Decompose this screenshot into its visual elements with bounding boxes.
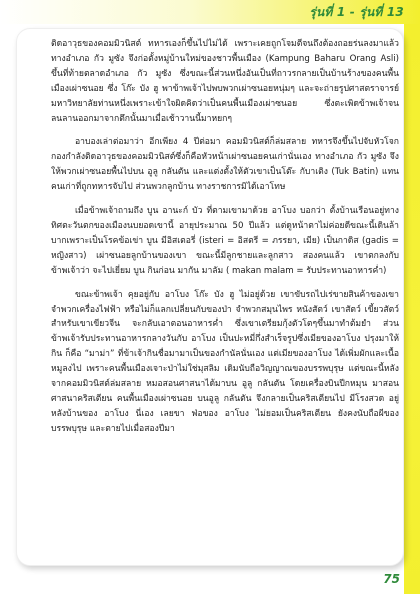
- paragraph-4: ขณะข้าพเจ้า คุยอยู่กับ อาโบง โก๊ะ บัง ฮู ไม่อยู่ด้วย เขาขับรถไปเร่ขายสินค้าของเขาจำพวกเครื่องไฟฟ้า หรือไม่ก็แลกเปลี่ยนกับของป่า จำพวกสมุนไพร หนังสัตว์ เขาสัตว์ เขี้ยวสัตว์ สำหรับเขาเขียวจีน จะกลับเอาตอนอาหารค่ำ ซึ่งเขาเตรียมกุ้งตัวโตๆขึ้นมาทำต้มยำ ส่วนข้าพเจ้ารับประทานอาหารกลางวันกับ อาโบง เป็นปะหมี่กึ่งสำเร็จรูปซึ่งเมียของอาโบง ปรุงมาให้กิน ก็คือ “มาม่า” ที่ข้าเจ้ากินชื่อมามาเป็นของกำนัลนั่นเอง แต่เมียของอาโบง ได้เพิ่มผักและเนื้อหมูลงไป เพราะคนพื้นเมืองเจาะป่าไม่ใช่มุสลิม เดิมนับถือวิญญาณของบรรพบุรุษ แต่ขณะนี้หลังจากคอมมิวนิสต์ล่มสลาย หมอสอนศาสนาได้มาบน อูลู กลันตัน โดยเครื่องบินปีกหมุน มาสอนศาสนาคริสเตียน คนพื้นเมืองเผ่าซนอย บนอูลู กลันตัน จึงกลายเป็นคริสเตียนไป มีโรงสวด อยู่หลังบ้านของ อาโบง นี่เอง เลยขา ฟ่อของ อาโบง ไม่ยอมเป็นคริสเตียน ยังคงนับถือผีของบรรพบุรุษ และตายไปเมื่อสองปีมา: [51, 289, 399, 434]
- paragraph-2: อาบองเล่าต่อมาว่า อีกเพียง 4 ปีต่อมา คอมมิวนิสต์ก็ล่มสลาย ทหารจึงขึ้นไปจับหัวโจกกองกำลังติดอาวุธของคอมมิวนิสต์ซึ่งก็คือหัวหน้าเผ่าซนอยคนเก่านั่นเอง ทางอำเภอ กัว มูซัง จึงให้พวกเผ่าซนอยพื้นไปบน อูลู กลันตัน และแต่งตั้งให้ตัวเขาเป็นโต๊ะ กับาเติง (Tuk Batin) แทนคนเก่าที่ถูกทหารจับไป ส่วนพวกลูกบ้าน ทางราชการมิได้เอาโทษ: [51, 137, 399, 193]
- article-body: [51, 37, 399, 446]
- side-decoration-band: [404, 24, 420, 594]
- content-panel: [16, 28, 404, 566]
- paragraph-3: เมื่อข้าพเจ้าถามถึง บูน อานะก์ บัว ที่ตามเขามาด้วย อาโบง บอกว่า ตั้งบ้านเรือนอยู่ทางทิศตะวันตกของเมืองนบยอดเขานี้ อายุประมาณ 50 ปีแล้ว แต่ดูหน้าตาไม่ค่อยดีขณะนี้เดินล้าบากเพราะเป็นโรคข้อเข่า บูน มีอิสเตอรี่ (isteri = อิสตรี = ภรรยา, เมีย) เป็นกาดิส (gadis = หญิงสาว) เผ่าซนอยลูกบ้านของเขา ขณะนี้มีลูกชายและลูกสาว สองคนแล้ว เขาตกลงกับข้าพเจ้าว่า จะไปเยี่ยม บูน กินก่อน มากัน มาลัม ( makan malam = รับประทานอาหารค่ำ): [51, 206, 399, 276]
- header-title: รุ่นที่ 1 - รุ่นที่ 13: [309, 5, 404, 19]
- header-band: [0, 0, 420, 24]
- paragraph-1: ติดอาวุธของคอมมิวนิสต์ ทหารเองก็ขึ้นไปไม่ได้ เพราะเคยถูกโจมตีจนถึงต้องถอยร่นลงมาแล้ว ทางอำเภอ กัว มูซัง จึงก่อตั้งหมู่บ้านใหม่ของชาวพื้นเมือง (Kampung Baharu Orang Asli) ขึ้นที่ท้ายตลาดอำเภอ กัว มูซัง ซึ่งขณะนี้ส่วนหนึ่งอันเป็นที่ถาวรกลายเป็นบ้านร้างของคนพื้นเมืองเผ่าซนอย ซึ่ง โก๊ะ บัง ฮู พาข้าพเจ้าไปพบพวกเผ่าซนอยหนุ่มๆ และจะถ่ายรูปศาสตราจารย์มหาวิทยาลัยท่านหนึ่งเพราะเข้าใจผิดคิดว่าเป็นคนพื้นเมืองเผ่าซนอย ซึ่งตะเพิดข้าพเจ้าจนลนลานออกมาจากตึกนั้นมาเมื่อเช้าวานนี้มาหยกๆ: [51, 39, 399, 124]
- page-number: 75: [383, 572, 400, 586]
